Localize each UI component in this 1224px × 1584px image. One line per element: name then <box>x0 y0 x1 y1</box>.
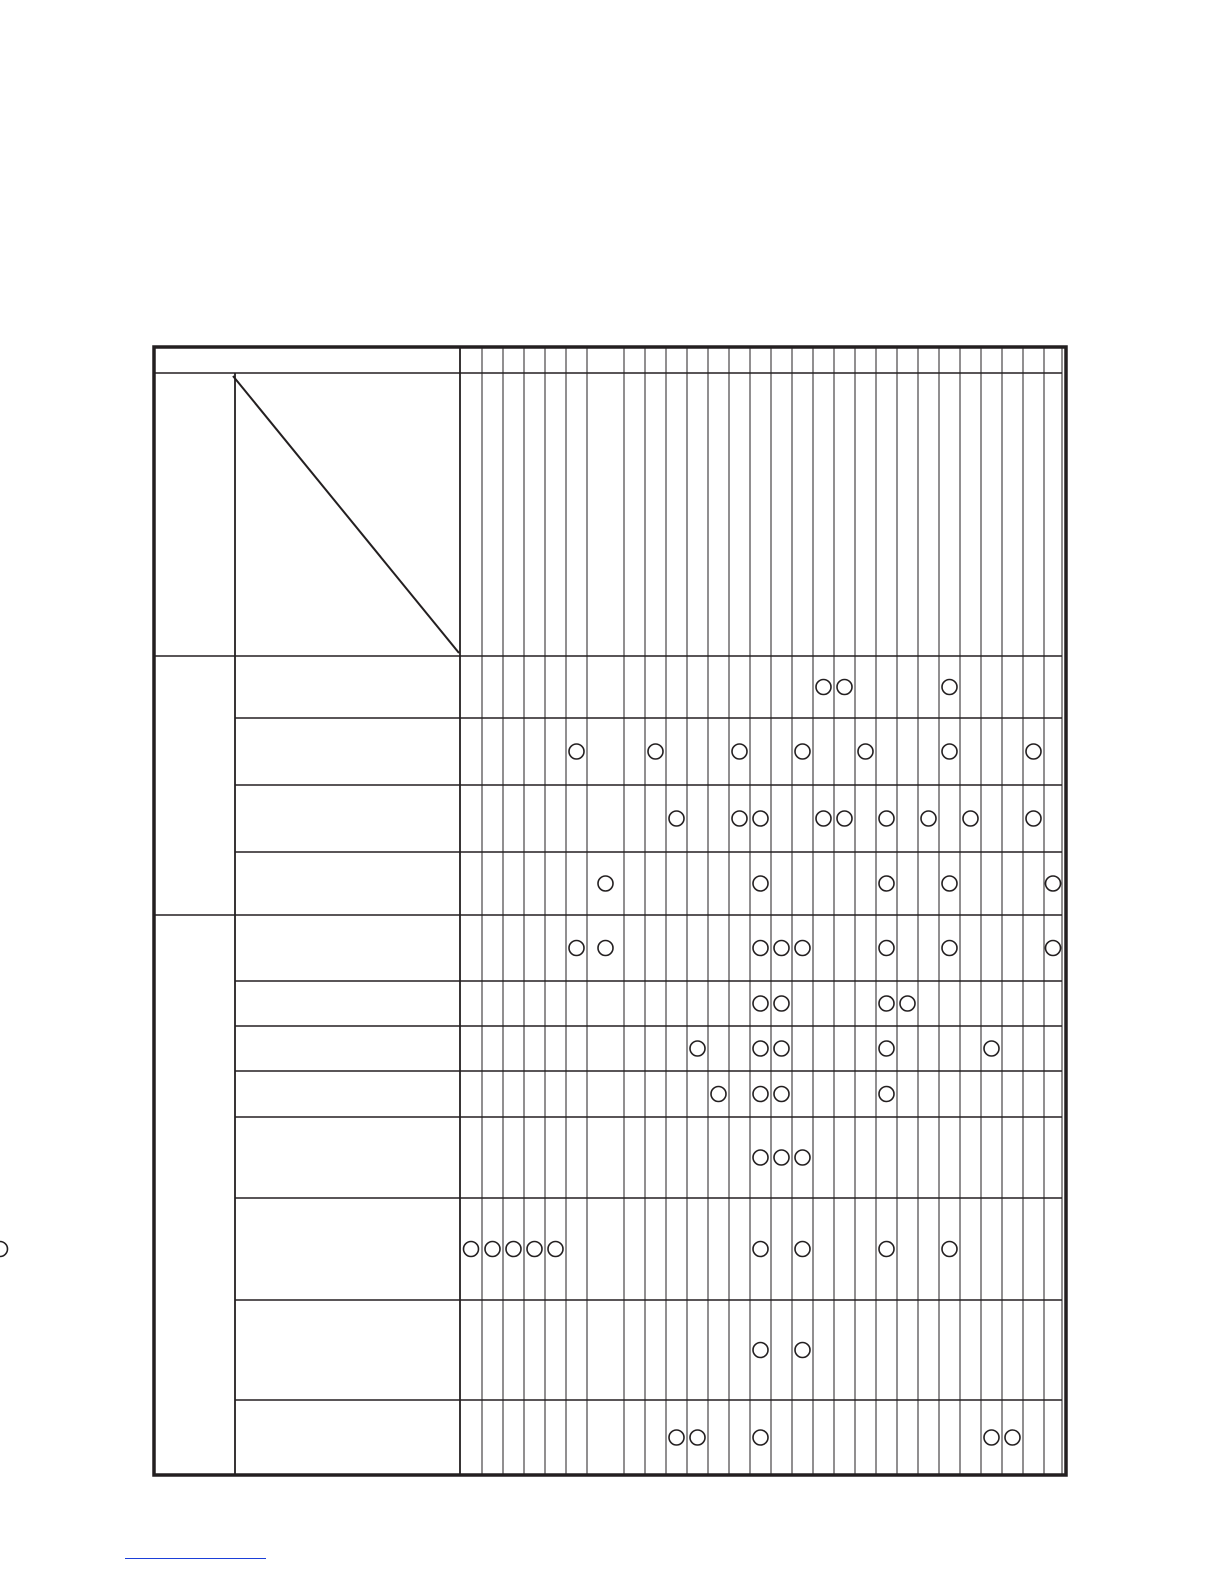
circle-mark <box>753 1242 768 1257</box>
circle-mark <box>753 941 768 956</box>
circle-mark <box>984 1430 999 1445</box>
circle-mark <box>569 744 584 759</box>
circle-mark <box>858 744 873 759</box>
circle-mark <box>795 744 810 759</box>
circle-mark <box>795 1150 810 1165</box>
corner-diagonal <box>233 376 459 653</box>
circle-mark <box>690 1430 705 1445</box>
circle-mark <box>732 811 747 826</box>
circle-mark <box>1026 811 1041 826</box>
circle-mark <box>795 941 810 956</box>
circle-mark <box>464 1242 479 1257</box>
circle-mark <box>942 941 957 956</box>
circle-mark <box>753 1430 768 1445</box>
circle-mark <box>942 744 957 759</box>
circle-mark <box>984 1041 999 1056</box>
circle-mark <box>879 1087 894 1102</box>
circle-mark <box>837 811 852 826</box>
circle-mark <box>879 1041 894 1056</box>
footnote-separator <box>125 1558 266 1559</box>
circle-mark <box>485 1242 500 1257</box>
circle-mark <box>753 811 768 826</box>
table-frame <box>154 347 1066 1475</box>
circle-mark <box>879 876 894 891</box>
circle-mark <box>527 1242 542 1257</box>
circle-mark <box>879 811 894 826</box>
circle-mark <box>569 941 584 956</box>
circle-mark <box>879 1242 894 1257</box>
circle-mark <box>963 811 978 826</box>
circle-mark <box>1005 1430 1020 1445</box>
circle-mark <box>753 1041 768 1056</box>
circle-mark <box>774 996 789 1011</box>
circle-mark <box>669 811 684 826</box>
circle-mark <box>598 876 613 891</box>
circle-mark <box>879 941 894 956</box>
circle-mark <box>711 1087 726 1102</box>
circle-mark <box>732 744 747 759</box>
circle-mark <box>942 876 957 891</box>
circle-mark <box>942 1242 957 1257</box>
circle-mark <box>774 941 789 956</box>
circle-mark <box>648 744 663 759</box>
circle-mark <box>1046 941 1061 956</box>
circle-mark <box>774 1150 789 1165</box>
circle-mark <box>879 996 894 1011</box>
circle-mark <box>598 941 613 956</box>
circle-mark <box>753 1087 768 1102</box>
circle-mark <box>669 1430 684 1445</box>
circle-mark <box>837 680 852 695</box>
circle-mark <box>548 1242 563 1257</box>
circle-mark <box>506 1242 521 1257</box>
circle-mark <box>753 996 768 1011</box>
circle-mark <box>942 680 957 695</box>
circle-mark <box>795 1343 810 1358</box>
circle-mark <box>921 811 936 826</box>
circle-mark <box>753 1343 768 1358</box>
circle-mark <box>753 876 768 891</box>
circle-mark <box>795 1242 810 1257</box>
circle-mark <box>816 811 831 826</box>
circle-mark <box>690 1041 705 1056</box>
circle-mark <box>774 1087 789 1102</box>
circle-mark <box>1046 876 1061 891</box>
circle-mark <box>753 1150 768 1165</box>
circle-mark <box>900 996 915 1011</box>
circle-mark <box>1026 744 1041 759</box>
circle-mark <box>0 1242 8 1257</box>
circle-mark <box>774 1041 789 1056</box>
circle-mark <box>816 680 831 695</box>
